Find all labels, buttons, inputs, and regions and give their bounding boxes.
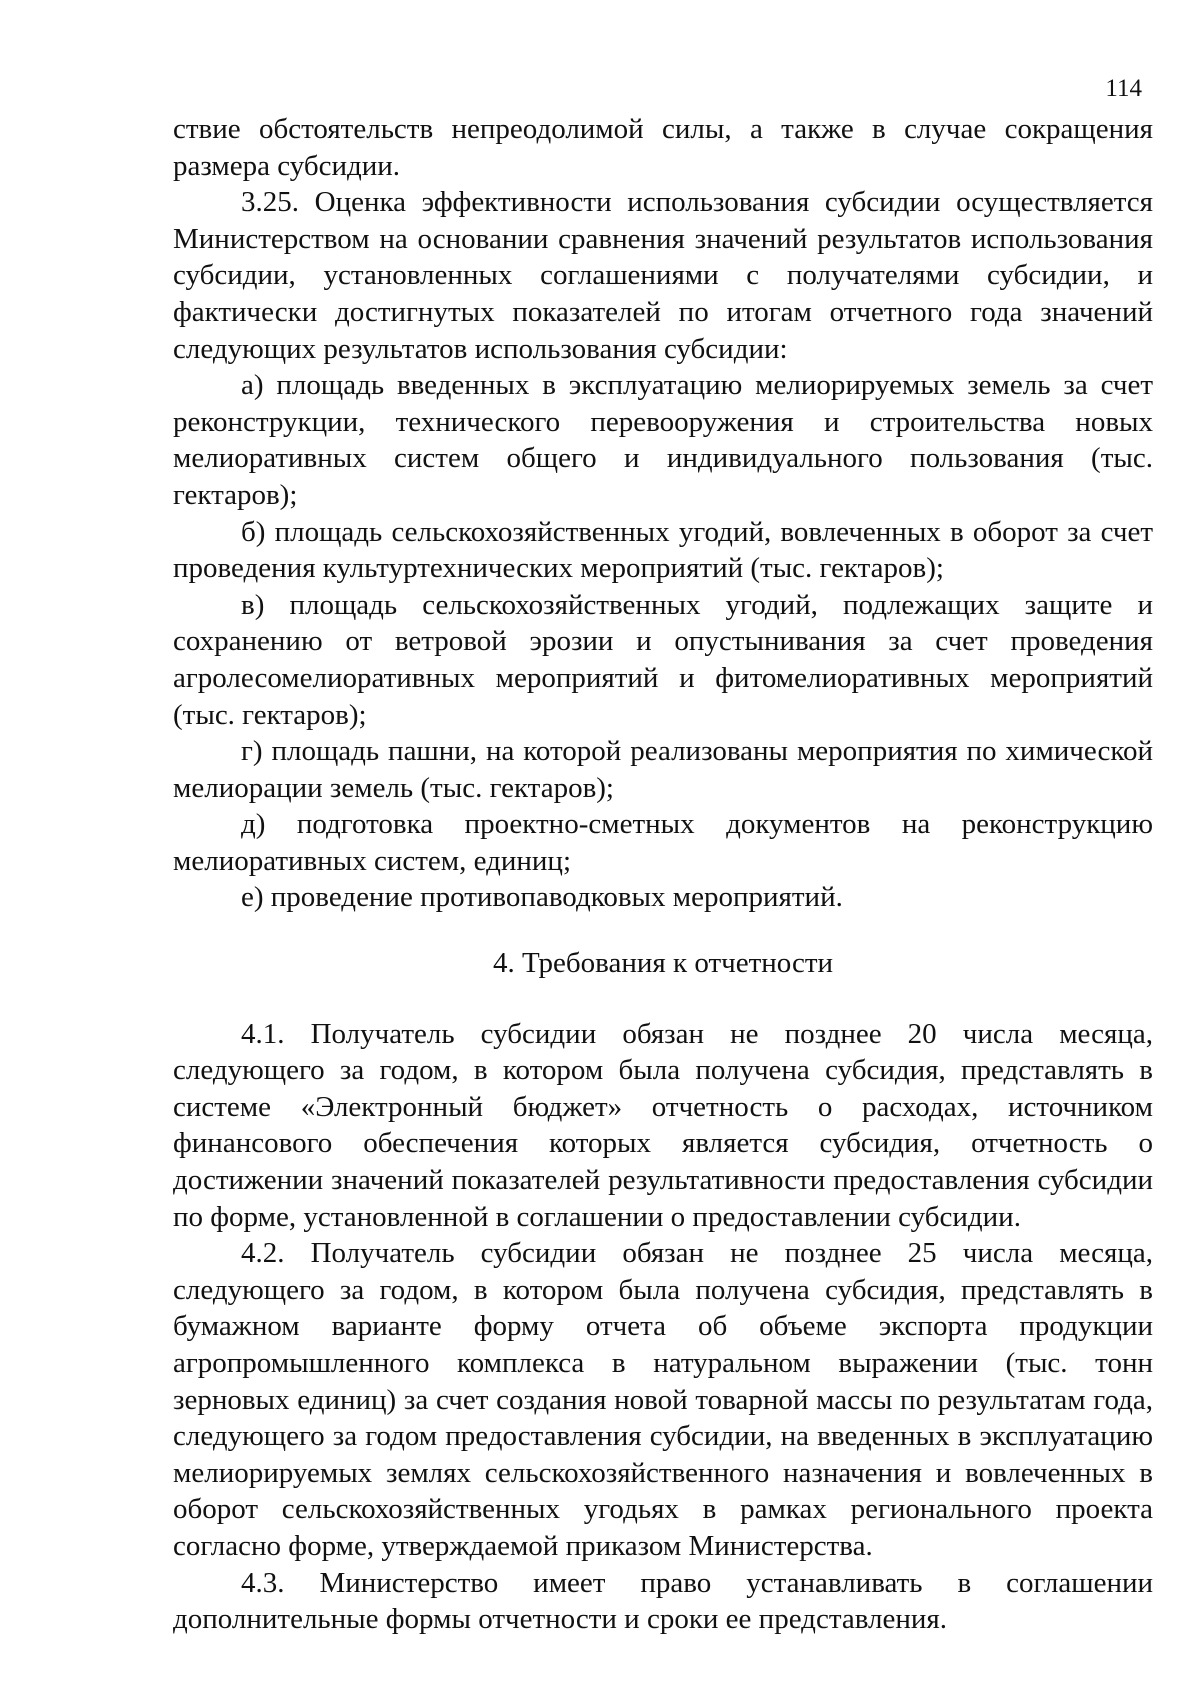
section-heading: 4. Требования к отчетности — [492, 947, 834, 980]
page-number: 114 — [1105, 75, 1142, 102]
paragraph-4-1: 4.1. Получатель субсидии обязан не позднее 20 числа месяца, следующего за годом, в котором была получена субсидия, представлять в системе «Электронный бюджет» отчетность о расходах, источником финансового обеспечения которых является субсидия, отчетность о достижении значений показателей результативности предоставления субсидии по форме, установленной в соглашении о предоставлении субсидии. — [173, 1017, 1153, 1233]
paragraph-4-2: 4.2. Получатель субсидии обязан не позднее 25 числа месяца, следующего за годом, в котором была получена субсидия, представлять в бумажном варианте форму отчета об объеме экспорта продукции агропромышленного комплекса в натуральном выражении (тыс. тонн зерновых единиц) за счет создания новой товарной массы по результатам года, следующего за годом предоставления субсидии, на введенных в эксплуатацию мелиорируемых землях сельскохозяйственного назначения и вовлеченных в оборот сельскохозяйственных угодьях в рамках регионального проекта согласно форме, утверждаемой приказом Министерства. — [173, 1237, 1153, 1562]
list-item-g: г) площадь пашни, на которой реализованы мероприятия по химической мелиорации земель (тыс. гектаров); — [173, 735, 1153, 804]
list-item-a: а) площадь введенных в эксплуатацию мелиорируемых земель за счет реконструкции, технического перевооружения и строительства новых мелиоративных систем общего и индивидуального пользования (тыс. гектаров); — [173, 369, 1153, 511]
list-item-d: д) подготовка проектно-сметных документов на реконструкцию мелиоративных систем, единиц; — [173, 808, 1153, 877]
paragraph-3-25: 3.25. Оценка эффективности использования субсидии осуществляется Министерством на основании сравнения значений результатов использования субсидии, установленных соглашениями с получателями субсидии, и фактически достигнутых показателей по итогам отчетного года значений следующих результатов использования субсидии: — [173, 186, 1153, 365]
paragraph-4-3: 4.3. Министерство имеет право устанавливать в соглашении дополнительные формы отчетности и сроки ее представления. — [173, 1566, 1153, 1636]
paragraph-continuation: ствие обстоятельств непреодолимой силы, а также в случае сокращения размера субсидии. — [173, 113, 1153, 182]
list-item-e: е) проведение противопаводковых мероприятий. — [241, 881, 843, 914]
document-body — [173, 111, 1153, 1638]
list-item-b: б) площадь сельскохозяйственных угодий, вовлеченных в оборот за счет проведения культуртехнических мероприятий (тыс. гектаров); — [173, 515, 1153, 585]
list-item-v: в) площадь сельскохозяйственных угодий, подлежащих защите и сохранению от ветровой эрозии и опустынивания за счет проведения агролесомелиоративных мероприятий и фитомелиоративных мероприятий (тыс. гектаров); — [173, 588, 1153, 731]
